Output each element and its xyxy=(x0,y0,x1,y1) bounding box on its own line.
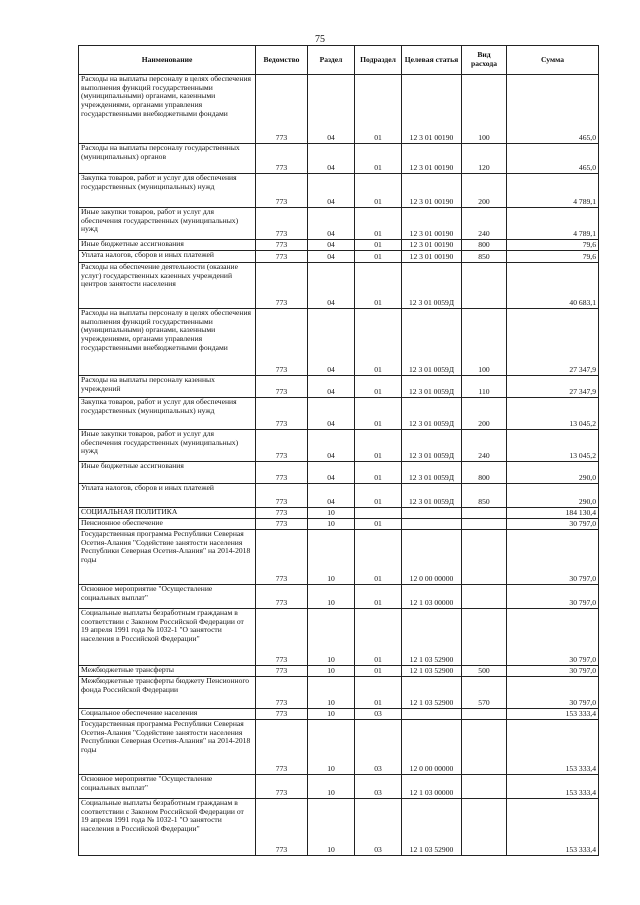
row-name: Социальное обеспечение населения xyxy=(79,709,256,720)
row-subsection: 01 xyxy=(355,530,402,585)
row-name: Иные бюджетные ассигнования xyxy=(79,462,256,484)
row-subsection: 01 xyxy=(355,677,402,709)
row-sum: 4 789,1 xyxy=(507,174,599,208)
table-row xyxy=(79,585,599,609)
row-subsection: 01 xyxy=(355,585,402,609)
row-target: 12 3 01 00190 xyxy=(402,174,462,208)
row-section: 04 xyxy=(308,263,355,309)
row-exp-type: 850 xyxy=(462,484,507,508)
row-dept: 773 xyxy=(256,430,308,462)
row-exp-type: 110 xyxy=(462,376,507,398)
row-dept: 773 xyxy=(256,208,308,240)
row-name: Иные закупки товаров, работ и услуг для обеспечения государственных (муниципальных) нужд xyxy=(79,430,256,462)
row-sum: 30 797,0 xyxy=(507,666,599,677)
row-exp-type: 120 xyxy=(462,144,507,174)
row-name: Основное мероприятие "Осуществление социальных выплат" xyxy=(79,775,256,799)
row-exp-type xyxy=(462,775,507,799)
row-sum: 465,0 xyxy=(507,75,599,144)
row-target: 12 3 01 00190 xyxy=(402,208,462,240)
header-dept: Ведомство xyxy=(256,46,308,75)
row-exp-type xyxy=(462,530,507,585)
row-exp-type: 100 xyxy=(462,75,507,144)
row-subsection: 01 xyxy=(355,666,402,677)
row-subsection: 03 xyxy=(355,799,402,856)
row-subsection: 01 xyxy=(355,75,402,144)
row-dept: 773 xyxy=(256,309,308,376)
row-section: 04 xyxy=(308,376,355,398)
row-sum: 30 797,0 xyxy=(507,585,599,609)
header-sum: Сумма xyxy=(507,46,599,75)
table-row xyxy=(79,530,599,585)
row-sum: 465,0 xyxy=(507,144,599,174)
row-name: Расходы на выплаты персоналу казенных учреждений xyxy=(79,376,256,398)
table-row xyxy=(79,240,599,251)
row-subsection: 03 xyxy=(355,709,402,720)
row-target xyxy=(402,709,462,720)
row-sum: 153 333,4 xyxy=(507,720,599,775)
row-name: Расходы на выплаты персоналу государственных (муниципальных) органов xyxy=(79,144,256,174)
row-name: Уплата налогов, сборов и иных платежей xyxy=(79,484,256,508)
table-row xyxy=(79,75,599,144)
row-subsection: 01 xyxy=(355,144,402,174)
row-target: 12 3 01 00190 xyxy=(402,75,462,144)
row-exp-type: 500 xyxy=(462,666,507,677)
row-target: 12 1 03 52900 xyxy=(402,677,462,709)
row-sum: 153 333,4 xyxy=(507,709,599,720)
row-section: 04 xyxy=(308,174,355,208)
row-dept: 773 xyxy=(256,666,308,677)
row-name: Закупка товаров, работ и услуг для обеспечения государственных (муниципальных) нужд xyxy=(79,398,256,430)
table-row xyxy=(79,174,599,208)
row-sum: 153 333,4 xyxy=(507,799,599,856)
row-name: Расходы на обеспечение деятельности (оказание услуг) государственных казенных учреждений центров занятости населения xyxy=(79,263,256,309)
row-exp-type: 570 xyxy=(462,677,507,709)
row-name: Социальные выплаты безработным гражданам в соответствии с Законом Российской Федерации от 19 апреля 1991 года № 1032-1 "О занятости населения в Российской Федерации" xyxy=(79,799,256,856)
row-exp-type xyxy=(462,519,507,530)
row-dept: 773 xyxy=(256,519,308,530)
header-name: Наименование xyxy=(79,46,256,75)
row-sum: 40 683,1 xyxy=(507,263,599,309)
budget-table xyxy=(78,45,599,856)
row-dept: 773 xyxy=(256,251,308,263)
row-sum: 153 333,4 xyxy=(507,775,599,799)
row-dept: 773 xyxy=(256,709,308,720)
row-sum: 4 789,1 xyxy=(507,208,599,240)
table-row xyxy=(79,398,599,430)
row-dept: 773 xyxy=(256,263,308,309)
row-section: 10 xyxy=(308,720,355,775)
row-name: Иные бюджетные ассигнования xyxy=(79,240,256,251)
row-dept: 773 xyxy=(256,462,308,484)
row-target: 12 3 01 0059Д xyxy=(402,398,462,430)
row-dept: 773 xyxy=(256,398,308,430)
row-dept: 773 xyxy=(256,530,308,585)
row-sum: 290,0 xyxy=(507,484,599,508)
row-exp-type xyxy=(462,609,507,666)
table-row xyxy=(79,208,599,240)
row-sum: 79,6 xyxy=(507,240,599,251)
row-exp-type: 100 xyxy=(462,309,507,376)
row-sum: 79,6 xyxy=(507,251,599,263)
row-dept: 773 xyxy=(256,484,308,508)
row-sum: 27 347,9 xyxy=(507,376,599,398)
row-name: Социальные выплаты безработным гражданам в соответствии с Законом Российской Федерации от 19 апреля 1991 года № 1032-1 "О занятости населения в Российской Федерации" xyxy=(79,609,256,666)
row-dept: 773 xyxy=(256,677,308,709)
table-row xyxy=(79,376,599,398)
row-section: 10 xyxy=(308,677,355,709)
row-section: 04 xyxy=(308,430,355,462)
row-section: 04 xyxy=(308,398,355,430)
row-target: 12 3 01 00190 xyxy=(402,144,462,174)
row-subsection: 01 xyxy=(355,430,402,462)
row-section: 04 xyxy=(308,208,355,240)
row-target: 12 3 01 0059Д xyxy=(402,484,462,508)
header-row xyxy=(79,46,599,75)
row-name: Государственная программа Республики Северная Осетия-Алания "Содействие занятости населения Республики Северная Осетия-Алания" на 2014-2018 годы xyxy=(79,720,256,775)
row-section: 04 xyxy=(308,75,355,144)
table-row xyxy=(79,799,599,856)
row-subsection: 01 xyxy=(355,376,402,398)
table-row xyxy=(79,609,599,666)
row-target: 12 0 00 00000 xyxy=(402,720,462,775)
row-exp-type xyxy=(462,585,507,609)
row-subsection: 01 xyxy=(355,398,402,430)
table-row xyxy=(79,720,599,775)
header-subsection: Подраздел xyxy=(355,46,402,75)
row-subsection: 01 xyxy=(355,263,402,309)
row-subsection: 03 xyxy=(355,720,402,775)
row-section: 04 xyxy=(308,309,355,376)
row-target: 12 3 01 0059Д xyxy=(402,376,462,398)
table-row xyxy=(79,309,599,376)
row-subsection: 01 xyxy=(355,251,402,263)
row-name: Государственная программа Республики Северная Осетия-Алания "Содействие занятости населения Республики Северная Осетия-Алания" на 2014-2018 годы xyxy=(79,530,256,585)
row-subsection: 01 xyxy=(355,462,402,484)
row-dept: 773 xyxy=(256,775,308,799)
row-exp-type xyxy=(462,709,507,720)
row-section: 10 xyxy=(308,775,355,799)
row-sum: 184 130,4 xyxy=(507,508,599,519)
table-row xyxy=(79,251,599,263)
row-subsection: 03 xyxy=(355,775,402,799)
row-exp-type xyxy=(462,720,507,775)
row-dept: 773 xyxy=(256,585,308,609)
table-row xyxy=(79,462,599,484)
row-target: 12 1 03 00000 xyxy=(402,775,462,799)
row-exp-type: 240 xyxy=(462,430,507,462)
row-section: 10 xyxy=(308,799,355,856)
row-name: Иные закупки товаров, работ и услуг для обеспечения государственных (муниципальных) нужд xyxy=(79,208,256,240)
header-target: Целевая статья xyxy=(402,46,462,75)
row-section: 04 xyxy=(308,144,355,174)
row-target xyxy=(402,508,462,519)
row-target: 12 1 03 00000 xyxy=(402,585,462,609)
row-target: 12 3 01 0059Д xyxy=(402,263,462,309)
row-section: 10 xyxy=(308,709,355,720)
row-exp-type xyxy=(462,799,507,856)
row-exp-type xyxy=(462,508,507,519)
row-subsection: 01 xyxy=(355,519,402,530)
row-subsection: 01 xyxy=(355,484,402,508)
row-sum: 27 347,9 xyxy=(507,309,599,376)
table-row xyxy=(79,508,599,519)
header-section: Раздел xyxy=(308,46,355,75)
row-target: 12 1 03 52900 xyxy=(402,609,462,666)
row-exp-type: 240 xyxy=(462,208,507,240)
table-row xyxy=(79,430,599,462)
row-section: 10 xyxy=(308,530,355,585)
table-row xyxy=(79,519,599,530)
row-exp-type: 200 xyxy=(462,174,507,208)
row-target: 12 1 03 52900 xyxy=(402,799,462,856)
table-row xyxy=(79,666,599,677)
row-name: Закупка товаров, работ и услуг для обеспечения государственных (муниципальных) нужд xyxy=(79,174,256,208)
row-dept: 773 xyxy=(256,240,308,251)
row-dept: 773 xyxy=(256,376,308,398)
row-name: Расходы на выплаты персоналу в целях обеспечения выполнения функций государственными (муниципальными) органами, казенными учреждениями, органами управления государственными внебюджетными фондами xyxy=(79,309,256,376)
row-section: 10 xyxy=(308,519,355,530)
table-row xyxy=(79,144,599,174)
row-sum: 290,0 xyxy=(507,462,599,484)
row-target: 12 0 00 00000 xyxy=(402,530,462,585)
row-section: 10 xyxy=(308,666,355,677)
row-sum: 13 045,2 xyxy=(507,430,599,462)
table-row xyxy=(79,677,599,709)
row-section: 04 xyxy=(308,462,355,484)
row-dept: 773 xyxy=(256,508,308,519)
row-section: 04 xyxy=(308,240,355,251)
row-target: 12 3 01 00190 xyxy=(402,251,462,263)
row-sum: 13 045,2 xyxy=(507,398,599,430)
table-row xyxy=(79,263,599,309)
row-name: Расходы на выплаты персоналу в целях обеспечения выполнения функций государственными (муниципальными) органами, казенными учреждениями, органами управления государственными внебюджетными фондами xyxy=(79,75,256,144)
row-exp-type: 850 xyxy=(462,251,507,263)
row-target: 12 3 01 0059Д xyxy=(402,430,462,462)
table-row xyxy=(79,484,599,508)
row-section: 10 xyxy=(308,508,355,519)
row-dept: 773 xyxy=(256,609,308,666)
row-target: 12 1 03 52900 xyxy=(402,666,462,677)
row-name: Основное мероприятие "Осуществление социальных выплат" xyxy=(79,585,256,609)
row-name: Пенсионное обеспечение xyxy=(79,519,256,530)
row-dept: 773 xyxy=(256,144,308,174)
row-subsection: 01 xyxy=(355,309,402,376)
row-target: 12 3 01 0059Д xyxy=(402,309,462,376)
row-dept: 773 xyxy=(256,75,308,144)
row-target: 12 3 01 0059Д xyxy=(402,462,462,484)
row-sum: 30 797,0 xyxy=(507,677,599,709)
row-dept: 773 xyxy=(256,799,308,856)
table-row xyxy=(79,709,599,720)
row-dept: 773 xyxy=(256,174,308,208)
row-exp-type xyxy=(462,263,507,309)
row-subsection: 01 xyxy=(355,174,402,208)
row-sum: 30 797,0 xyxy=(507,530,599,585)
row-target: 12 3 01 00190 xyxy=(402,240,462,251)
row-name: СОЦИАЛЬНАЯ ПОЛИТИКА xyxy=(79,508,256,519)
row-exp-type: 800 xyxy=(462,240,507,251)
page-number: 75 xyxy=(315,34,325,45)
row-name: Межбюджетные трансферты xyxy=(79,666,256,677)
row-section: 10 xyxy=(308,609,355,666)
row-subsection: 01 xyxy=(355,240,402,251)
row-sum: 30 797,0 xyxy=(507,519,599,530)
table-row xyxy=(79,775,599,799)
row-target xyxy=(402,519,462,530)
row-section: 04 xyxy=(308,484,355,508)
row-subsection: 01 xyxy=(355,609,402,666)
row-dept: 773 xyxy=(256,720,308,775)
row-exp-type: 200 xyxy=(462,398,507,430)
row-section: 10 xyxy=(308,585,355,609)
header-exp-type: Вид расхода xyxy=(462,46,507,75)
row-subsection: 01 xyxy=(355,208,402,240)
row-sum: 30 797,0 xyxy=(507,609,599,666)
row-name: Межбюджетные трансферты бюджету Пенсионного фонда Российской Федерации xyxy=(79,677,256,709)
row-name: Уплата налогов, сборов и иных платежей xyxy=(79,251,256,263)
row-exp-type: 800 xyxy=(462,462,507,484)
row-subsection xyxy=(355,508,402,519)
row-section: 04 xyxy=(308,251,355,263)
